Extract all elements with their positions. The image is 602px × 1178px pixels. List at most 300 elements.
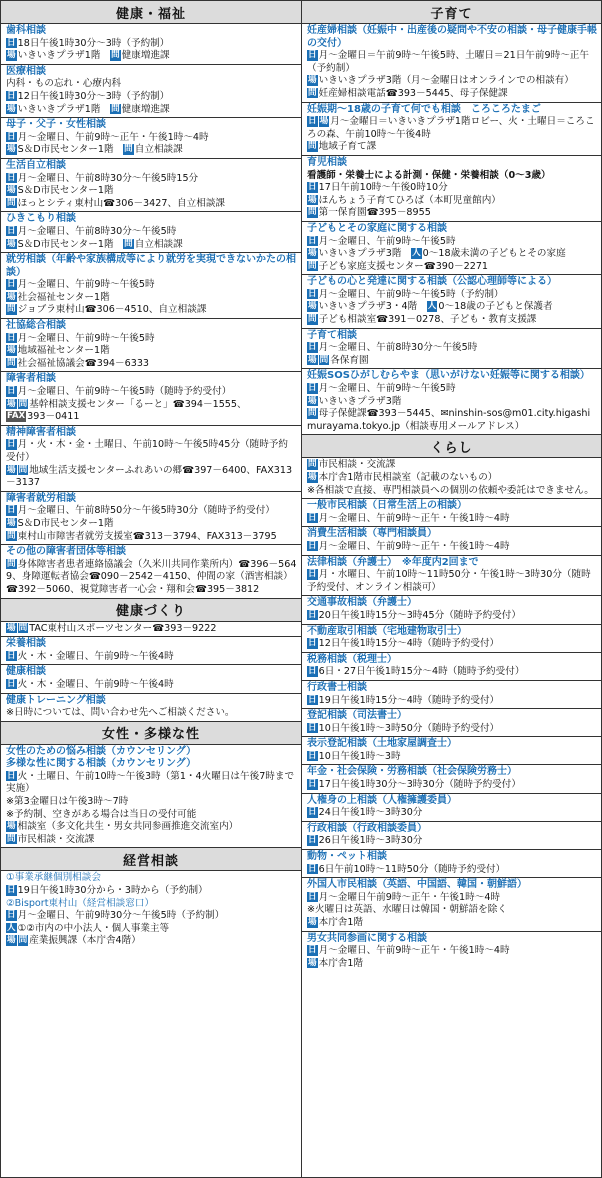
line-text: S＆D市民センター1階 xyxy=(17,185,114,197)
line-text: 月～金曜日、午前9時～正午・午後1時～4時 xyxy=(318,512,510,524)
entry-line xyxy=(6,185,297,198)
line-text: 月～金曜日＝いきいきプラザ1階ロビー、火・土曜日＝ころころの森、午前10時～午後4時 xyxy=(307,116,595,140)
entry-line xyxy=(6,679,297,692)
entry-line xyxy=(307,116,597,141)
consultation-entry xyxy=(1,665,301,693)
entry-line xyxy=(6,78,297,91)
label-badge: 日 xyxy=(308,750,317,761)
entry-line xyxy=(6,623,297,636)
line-text: いきいきプラザ3階 xyxy=(318,395,402,407)
line-text: 火・木・金曜日、午前9時～午後4時 xyxy=(17,678,174,690)
label-badge: 日 xyxy=(7,770,16,781)
entry-line xyxy=(307,513,597,526)
label-badge: 問 xyxy=(18,398,28,409)
consultation-entry xyxy=(1,492,301,545)
label-badge: 問 xyxy=(111,103,120,114)
entry-line xyxy=(6,651,297,664)
line-text: 19日午後1時15分～4時（随時予約受付） xyxy=(318,694,500,706)
entry-title: 健康トレーニング相談 xyxy=(6,694,106,706)
label-badge: 日 xyxy=(308,945,317,956)
entry-title: ひきこもり相談 xyxy=(6,213,76,225)
entry-line xyxy=(307,723,597,736)
line-text: 本庁舎1階 xyxy=(318,957,364,969)
line-text: 地域子育て課 xyxy=(318,141,377,153)
consultation-entry xyxy=(1,545,301,598)
section-left-2 xyxy=(1,722,301,849)
entry-title: 男女共同参画に関する相談 xyxy=(307,932,427,944)
line-text: 月～金曜日、午前9時～午後5時（随時予約受付） xyxy=(17,386,232,398)
consultation-entry xyxy=(302,765,601,793)
consultation-entry xyxy=(1,871,301,949)
label-badge: 問 xyxy=(124,238,133,249)
label-badge: 場 xyxy=(308,248,317,259)
line-text: 子ども相談室☎391－0278、子ども・教育支援課 xyxy=(318,314,537,326)
consultation-entry xyxy=(1,426,301,492)
line-text: 地域福祉センター1階 xyxy=(17,345,110,357)
line-text: 市民相談・交流課 xyxy=(318,459,396,471)
entry-line xyxy=(307,342,597,355)
line-text: 健康増進課 xyxy=(121,50,170,62)
line-text: 月～金曜日、午前8時30分～午後5時 xyxy=(17,225,177,237)
label-badge: 問 xyxy=(124,144,133,155)
line-text: ※予約制、空きがある場合は当日の受付可能 xyxy=(6,808,197,820)
line-text: 6日・27日午後1時15分～4時（随時予約受付） xyxy=(318,666,525,678)
entry-line xyxy=(307,569,597,594)
line-text: 健康増進課 xyxy=(121,103,170,115)
entry-line xyxy=(307,170,597,183)
consultation-entry xyxy=(302,222,601,275)
entry-title: 税務相談（税理士） xyxy=(307,653,397,665)
entry-title: 外国人市民相談（英語、中国語、韓国・朝鮮語） xyxy=(307,879,527,891)
consultation-entry xyxy=(1,622,301,638)
entry-title: 年金・社会保険・労務相談（社会保険労務士） xyxy=(307,766,517,778)
entry-line xyxy=(307,751,597,764)
entry-line xyxy=(6,559,297,597)
entry-title: 女性のための悩み相談（カウンセリング） 多様な性に関する相談（カウンセリング） xyxy=(6,745,197,770)
label-badge: 日 xyxy=(308,569,317,580)
label-badge: 人 xyxy=(412,248,421,259)
consultation-entry xyxy=(1,637,301,665)
section-header: くらし xyxy=(302,435,601,458)
line-text: 17日午後1時30分～3時30分（随時予約受付） xyxy=(318,779,521,791)
line-text: 本庁舎1階市民相談室（記載のないもの） xyxy=(318,472,498,483)
entry-line xyxy=(307,904,597,917)
entry-title: 栄養相談 xyxy=(6,638,46,650)
entry-line xyxy=(6,771,297,796)
entry-line xyxy=(6,935,297,948)
entry-line xyxy=(6,518,297,531)
line-text: 月～金曜日、午前9時30分～午後5時（予約制） xyxy=(17,910,225,922)
line-text: 地域生活支援センターふれあいの郷☎397－6400、FAX313－3137 xyxy=(6,464,293,489)
label-badge: 場 xyxy=(7,50,16,61)
section-left-3 xyxy=(1,848,301,949)
consultation-entry xyxy=(302,275,601,328)
label-badge: 問 xyxy=(308,87,317,98)
consultation-entry xyxy=(1,24,301,65)
consultation-entry xyxy=(1,372,301,425)
entry-title: 行政書士相談 xyxy=(307,681,367,693)
line-text: 17日午前10時～午後0時10分 xyxy=(318,182,448,194)
label-badge: 問 xyxy=(308,260,317,271)
label-badge: 日 xyxy=(308,512,317,523)
entry-title: 登記相談（司法書士） xyxy=(307,710,407,722)
entry-line xyxy=(307,88,597,101)
label-badge: 日 xyxy=(7,439,16,450)
label-badge: 日 xyxy=(7,172,16,183)
section-right-1 xyxy=(302,435,601,971)
entry-title: 子育て相談 xyxy=(307,329,357,341)
entry-line xyxy=(307,236,597,249)
line-text: 6日午前10時～11時50分（随時予約受付） xyxy=(318,863,506,875)
line-text: 0～18歳の子どもと保護者 xyxy=(438,301,553,313)
label-badge: 日 xyxy=(7,279,16,290)
line-text: 月～金曜日、午前9時～正午・午後1時～4時 xyxy=(318,540,510,552)
label-badge: 問 xyxy=(308,141,317,152)
consultation-entry xyxy=(302,458,601,499)
entry-title: 動物・ペット相談 xyxy=(307,851,387,863)
entry-title: 社協総合相談 xyxy=(6,320,66,332)
line-text: 月～金曜日、午前8時30分～午後5時 xyxy=(318,342,478,354)
label-badge: 問 xyxy=(319,354,329,365)
entry-line xyxy=(6,872,297,885)
entry-line xyxy=(6,226,297,239)
line-text: 身体障害者患者連絡協議会（久米川共同作業所内）☎396－5649、身障運転者協会☎090－2542－4150、仲間の家（酒害相談）☎392－5060、視覚障害者一心会・翔和会☎395－3812 xyxy=(6,558,297,595)
entry-line xyxy=(6,707,297,720)
line-text: 市民相談・交流課 xyxy=(17,833,95,845)
left-column xyxy=(1,1,301,1177)
entry-line xyxy=(6,465,297,490)
line-text: 月・火・木・金・土曜日、午前10時～午後5時45分（随時予約受付） xyxy=(6,439,288,463)
consultation-entry xyxy=(1,745,301,849)
consultation-entry xyxy=(302,596,601,624)
entry-line xyxy=(6,132,297,145)
label-badge: 問 xyxy=(7,304,16,315)
line-text: 月～金曜日、午前9時～正午・午後1時～4時 xyxy=(17,131,209,143)
line-text: 月～金曜日、午前8時50分～午後5時30分（随時予約受付） xyxy=(17,505,275,517)
line-text: 相談室（多文化共生・男女共同参画推進交流室内） xyxy=(17,821,239,833)
entry-line xyxy=(6,834,297,847)
consultation-entry xyxy=(302,527,601,555)
entry-title: 医療相談 xyxy=(6,65,46,77)
line-text: 12日午後1時30分～3時（予約制） xyxy=(17,90,170,102)
entry-line xyxy=(6,923,297,936)
label-badge: FAX xyxy=(7,411,26,422)
entry-line xyxy=(307,892,597,905)
label-badge: 場 xyxy=(7,185,16,196)
label-badge: 日 xyxy=(308,342,317,353)
line-text: 各保育園 xyxy=(330,354,369,366)
entry-line xyxy=(6,399,297,412)
consultation-entry xyxy=(1,253,301,319)
line-text: 妊産婦相談電話☎393－5445、母子保健課 xyxy=(318,87,508,99)
label-badge: 問 xyxy=(7,197,16,208)
line-text: 26日午後1時～3時30分 xyxy=(318,835,423,847)
entry-line xyxy=(6,821,297,834)
label-badge: 日 xyxy=(308,609,317,620)
entry-line xyxy=(6,144,297,157)
line-text: 産業振興課（本庁舎4階） xyxy=(29,935,141,947)
entry-title: 一般市民相談（日常生活上の相談） xyxy=(307,500,467,512)
consultation-entry xyxy=(302,681,601,709)
entry-line xyxy=(6,796,297,809)
line-text: 子ども家庭支援センター☎390－2271 xyxy=(318,260,489,272)
entry-line xyxy=(6,333,297,346)
entry-title: 健康相談 xyxy=(6,666,46,678)
consultation-entry xyxy=(302,850,601,878)
consultation-entry xyxy=(302,822,601,850)
entry-title: 妊娠期～18歳の子育て何でも相談 ころころたまご xyxy=(307,103,541,115)
line-text: 20日午後1時15分～3時45分（随時予約受付） xyxy=(318,609,521,621)
consultation-entry xyxy=(302,24,601,103)
label-badge: 日 xyxy=(308,807,317,818)
entry-line xyxy=(307,472,597,485)
label-badge: 日 xyxy=(7,505,16,516)
label-badge: 問 xyxy=(7,833,16,844)
entry-title: 就労相談（年齢や家族構成等により就労を実現できないかたの相談） xyxy=(6,254,296,278)
entry-line xyxy=(307,314,597,327)
label-badge: 日 xyxy=(308,779,317,790)
entry-line xyxy=(307,75,597,88)
label-badge: 日 xyxy=(308,891,317,902)
label-badge: 日 xyxy=(7,910,16,921)
label-badge: 日 xyxy=(308,540,317,551)
entry-line xyxy=(6,279,297,292)
label-badge: 場 xyxy=(308,472,317,482)
consultation-entry xyxy=(302,709,601,737)
section-header: 経営相談 xyxy=(1,848,301,871)
entry-line xyxy=(307,779,597,792)
label-badge: 場 xyxy=(308,301,317,312)
line-text: ①事業承継個別相談会 xyxy=(6,872,101,884)
line-text: 月～金曜日、午前9時～午後5時 xyxy=(17,332,155,344)
label-badge: 問 xyxy=(111,50,120,61)
entry-line xyxy=(307,807,597,820)
line-text: 月・水曜日、午前10時～11時50分・午後1時～3時30分（随時予約受付、オンライン相談可） xyxy=(307,569,591,593)
label-badge: 場 xyxy=(308,194,317,205)
label-badge: 場 xyxy=(7,291,16,302)
line-text: いきいきプラザ3・4階 xyxy=(318,301,427,313)
entry-title: 人権身の上相談（人権擁護委員） xyxy=(307,794,457,806)
label-badge: 日 xyxy=(308,666,317,677)
consultation-entry xyxy=(302,794,601,822)
label-badge: 日 xyxy=(7,678,16,689)
label-badge: 日 xyxy=(308,235,317,246)
label-badge: 日 xyxy=(308,383,317,394)
label-badge: 問 xyxy=(18,464,28,475)
entry-line xyxy=(307,945,597,958)
line-text: いきいきプラザ3階 xyxy=(318,248,412,260)
entry-line xyxy=(6,173,297,186)
entry-line xyxy=(6,38,297,51)
entry-line xyxy=(6,885,297,898)
entry-line xyxy=(6,91,297,104)
consultation-entry xyxy=(302,556,601,597)
entry-line xyxy=(6,104,297,117)
entry-line xyxy=(307,195,597,208)
consultation-entry xyxy=(1,694,301,722)
label-badge: 日 xyxy=(308,50,317,61)
consultation-entry xyxy=(302,653,601,681)
line-text: 社会福祉協議会☎394－6333 xyxy=(17,357,150,369)
line-text: ※各相談で直接、専門相談員への個別の依頼や委託はできません。 xyxy=(307,484,594,496)
label-badge: 人 xyxy=(427,301,437,312)
line-text: 内科・もの忘れ・心療内科 xyxy=(6,78,122,90)
consultation-entry xyxy=(1,319,301,372)
consultation-entry xyxy=(302,103,601,156)
entry-line xyxy=(6,439,297,464)
consultation-entry xyxy=(1,118,301,159)
entry-line xyxy=(307,383,597,396)
entry-line xyxy=(6,809,297,822)
label-badge: 問 xyxy=(308,314,317,325)
entry-title: その他の障害者団体等相談 xyxy=(6,546,126,558)
label-badge: 日 xyxy=(7,90,16,101)
consultation-entry xyxy=(1,65,301,118)
section-left-1 xyxy=(1,599,301,722)
entry-line xyxy=(307,638,597,651)
label-badge: 場 xyxy=(7,398,16,409)
entry-title: 妊娠SOSひがしむらやま（思いがけない妊娠等に関する相談） xyxy=(307,370,590,382)
line-text: 月～金曜日午前9時～正午・午後1時～4時 xyxy=(318,891,501,903)
entry-line xyxy=(307,835,597,848)
label-badge: 日 xyxy=(7,885,16,896)
label-badge: 場 xyxy=(308,395,317,406)
entry-line xyxy=(307,610,597,623)
entry-line xyxy=(6,304,297,317)
line-text: いきいきプラザ1階 xyxy=(17,103,111,115)
line-text: 本庁舎1階 xyxy=(318,917,364,928)
section-right-0 xyxy=(302,1,601,435)
label-badge: 日 xyxy=(7,225,16,236)
line-text: 19日午後1時30分から・3時から（予約制） xyxy=(17,885,208,897)
line-text: 24日午後1時～3時30分 xyxy=(318,807,423,819)
label-badge: 場 xyxy=(308,75,317,86)
consultation-entry xyxy=(302,156,601,222)
section-header: 女性・多様な性 xyxy=(1,722,301,745)
entry-title: 生活自立相談 xyxy=(6,159,66,171)
entry-line xyxy=(307,396,597,409)
line-text: TAC東村山スポーツセンター☎393－9222 xyxy=(29,622,217,634)
entry-line xyxy=(307,50,597,75)
line-text: 月～金曜日、午前9時～午後5時（予約制） xyxy=(318,288,504,300)
entry-line xyxy=(307,541,597,554)
line-text: ほんちょう子育てひろば（本町児童館内） xyxy=(318,194,501,206)
entry-title: 子どもの心と発達に関する相談（公認心理師等による） xyxy=(307,276,557,288)
line-text: S＆D市民センター1階 xyxy=(17,517,114,529)
label-badge: 日 xyxy=(308,694,317,705)
entry-line xyxy=(307,355,597,368)
line-text: 393－0411 xyxy=(27,411,80,423)
line-text: 東村山市障害者就労支援室☎313－3794、FAX313－3795 xyxy=(17,530,277,542)
line-text: 月～金曜日、午前8時30分～午後5時15分 xyxy=(17,172,199,184)
line-text: ※日時については、問い合わせ先へご相談ください。 xyxy=(6,707,235,719)
entry-line xyxy=(6,50,297,63)
entry-line xyxy=(6,531,297,544)
section-left-0 xyxy=(1,1,301,599)
line-text: 10日午後1時～3時 xyxy=(318,750,401,762)
line-text: 火・木・金曜日、午前9時～午後4時 xyxy=(17,650,174,662)
line-text: 自立相談課 xyxy=(134,144,183,156)
right-column xyxy=(301,1,601,1177)
entry-title: 障害者相談 xyxy=(6,373,56,385)
line-text: 看護師・栄養士による計測・保健・栄養相談（0～3歳） xyxy=(307,169,551,181)
line-text: 月～金曜日、午前9時～午後5時 xyxy=(17,279,155,291)
entry-line xyxy=(307,261,597,274)
line-text: 0～18歳未満の子どもとその家庭 xyxy=(422,248,566,260)
line-text: いきいきプラザ3階（月～金曜日はオンラインでの相談有） xyxy=(318,75,574,87)
entry-line xyxy=(6,358,297,371)
section-header: 健康づくり xyxy=(1,599,301,622)
label-badge: 場 xyxy=(7,144,16,155)
label-badge: 日 xyxy=(308,182,317,193)
entry-title: 消費生活相談（専門相談員） xyxy=(307,528,437,540)
line-text: S＆D市民センター1階 xyxy=(17,144,124,156)
consultation-entry xyxy=(302,737,601,765)
entry-line xyxy=(6,898,297,911)
label-badge: 日 xyxy=(308,722,317,733)
label-badge: 場 xyxy=(7,464,16,475)
entry-line xyxy=(6,910,297,923)
entry-line xyxy=(307,864,597,877)
label-badge: 場 xyxy=(319,116,329,127)
label-badge: 日 xyxy=(7,131,16,142)
label-badge: 場 xyxy=(7,103,16,114)
label-badge: 日 xyxy=(7,332,16,343)
label-badge: 問 xyxy=(18,935,28,946)
line-text: ※第3金曜日は午後3時～7時 xyxy=(6,796,129,808)
line-text: 月～金曜日、午前9時～午後5時 xyxy=(318,383,456,395)
label-badge: 人 xyxy=(7,922,16,933)
line-text: 基幹相談支援センター「るーと」☎394－1555、 xyxy=(29,398,247,410)
entry-title: 交通事故相談（弁護士） xyxy=(307,597,417,609)
line-text: いきいきプラザ1階 xyxy=(17,50,111,62)
entry-line xyxy=(307,182,597,195)
entry-line xyxy=(6,411,297,424)
label-badge: 日 xyxy=(7,650,16,661)
entry-title: 行政相談（行政相談委員） xyxy=(307,822,427,834)
label-badge: 日 xyxy=(308,835,317,846)
label-badge: 場 xyxy=(7,238,16,249)
line-text: 母子保健課☎393－5445、✉ninshin-sos@m01.city.higashimurayama.tokyo.jp（相談専用メールアドレス） xyxy=(307,408,591,432)
entry-line xyxy=(307,666,597,679)
entry-line xyxy=(6,292,297,305)
label-badge: 日 xyxy=(7,37,16,48)
label-badge: 問 xyxy=(7,357,16,368)
line-text: ほっとシティ東村山☎306－3427、自立相談課 xyxy=(17,197,226,209)
entry-title: 障害者就労相談 xyxy=(6,492,76,504)
label-badge: 場 xyxy=(7,821,16,832)
entry-line xyxy=(307,289,597,302)
label-badge: 場 xyxy=(7,345,16,356)
section-header: 子育て xyxy=(302,1,601,24)
label-badge: 問 xyxy=(7,558,16,569)
label-badge: 問 xyxy=(7,530,16,541)
label-badge: 日 xyxy=(308,288,317,299)
line-text: 社会福祉センター1階 xyxy=(17,291,110,303)
entry-title: 精神障害者相談 xyxy=(6,426,76,438)
entry-line xyxy=(307,141,597,154)
label-badge: 場 xyxy=(7,622,16,633)
line-text: 18日午後1時30分～3時（予約制） xyxy=(17,37,170,49)
line-text: 月～金曜日、午前9時～正午・午後1時～4時 xyxy=(318,945,510,957)
line-text: S＆D市民センター1階 xyxy=(17,238,124,250)
label-badge: 問 xyxy=(308,207,317,218)
line-text: 12日午後1時15分～4時（随時予約受付） xyxy=(318,638,500,650)
label-badge: 日 xyxy=(308,863,317,874)
entry-title: 法律相談（弁護士） ※年度内2回まで xyxy=(307,556,479,568)
label-badge: 日 xyxy=(308,116,317,127)
line-text: ジョブラ東村山☎306－4510、自立相談課 xyxy=(17,304,207,316)
